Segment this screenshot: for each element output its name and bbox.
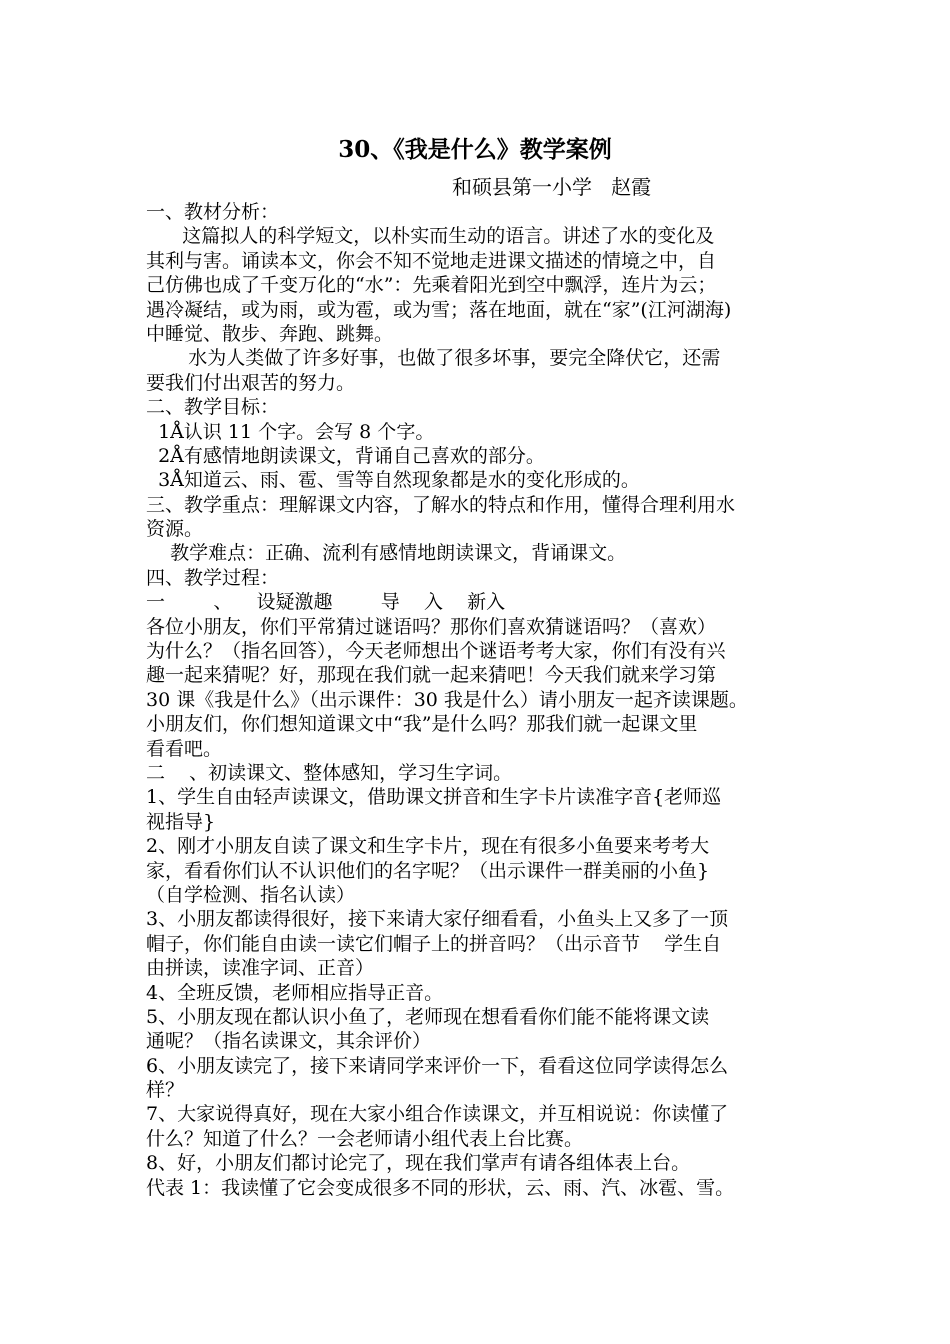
text-line: 各位小朋友，你们平常猜过谜语吗？那你们喜欢猜谜语吗？（喜欢） [146, 615, 717, 638]
text-line: 二 、初读课文、整体感知，学习生字词。 [146, 761, 513, 784]
text-line: 中睡觉、散步、奔跑、跳舞。 [146, 322, 394, 345]
text-line: 其利与害。诵读本文，你会不知不觉地走进课文描述的情境之中，自 [146, 249, 717, 272]
document-body [146, 200, 808, 1200]
text-line: 30 课《我是什么》（出示课件：30 我是什么）请小朋友一起齐读课题。 [146, 688, 748, 711]
text-line: 4、全班反馈，老师相应指导正音。 [146, 981, 444, 1004]
text-line: 二、教学目标： [146, 396, 280, 419]
text-line: 3、小朋友都读得很好，接下来请大家仔细看看，小鱼头上又多了一顶 [146, 908, 729, 931]
text-line: 什么？知道了什么？一会老师请小组代表上台比赛。 [146, 1127, 584, 1150]
text-line: 为什么？（指名回答），今天老师想出个谜语考考大家，你们有没有兴 [146, 640, 726, 663]
text-line: 一 、 设疑激趣 导 入 新入 [146, 591, 506, 614]
text-line: 看看吧。 [146, 737, 223, 760]
text-line: 这篇拟人的科学短文，以朴实而生动的语言。讲述了水的变化及 [146, 225, 715, 248]
text-line: 7、大家说得真好，现在大家小组合作读课文，并互相说说：你读懂了 [146, 1103, 729, 1126]
text-line: 6、小朋友读完了，接下来请同学来评价一下，看看这位同学读得怎么 [146, 1054, 729, 1077]
text-line: 要我们付出艰苦的努力。 [146, 371, 356, 394]
text-line: 帽子，你们能自由读一读它们帽子上的拼音吗？（出示音节 学生自 [146, 932, 722, 955]
text-line: 遇冷凝结，或为雨，或为雹，或为雪；落在地面，就在“家”(江河湖海) [146, 298, 732, 321]
text-line: 1Å认识 11 个字。会写 8 个字。 [146, 420, 435, 443]
text-line: 视指导} [146, 810, 216, 833]
text-line: 5、小朋友现在都认识小鱼了，老师现在想看看你们能不能将课文读 [146, 1005, 710, 1028]
text-line: 三、教学重点：理解课文内容，了解水的特点和作用，懂得合理利用水 [146, 493, 736, 516]
text-line: 资源。 [146, 518, 204, 541]
text-line: 一、教材分析： [146, 201, 280, 223]
text-line: 代表 1：我读懂了它会变成很多不同的形状，云、雨、汽、冰雹、雪。 [146, 1176, 735, 1199]
text-line: 教学难点：正确、流利有感情地朗读课文，背诵课文。 [146, 542, 627, 565]
text-line: 样？ [146, 1079, 185, 1102]
text-line: 己仿佛也成了千变万化的“水”：先乘着阳光到空中飘浮，连片为云； [146, 274, 717, 297]
text-line: （自学检测、指名认读） [146, 883, 356, 906]
text-line: 小朋友们，你们想知道课文中“我”是什么吗？那我们就一起课文里 [146, 713, 698, 736]
text-line: 由拼读，读准字词、正音） [146, 957, 375, 980]
document-title: 30、《我是什么》教学案例 [338, 136, 612, 163]
text-line: 通呢？（指名读课文，其余评价） [146, 1030, 432, 1053]
text-line: 8、好，小朋友们都讨论完了，现在我们掌声有请各组体表上台。 [146, 1152, 691, 1175]
text-line: 家，看看你们认不认识他们的名字呢？（出示课件一群美丽的小鱼} [146, 859, 710, 882]
text-line: 四、教学过程： [146, 566, 280, 589]
text-line: 1、学生自由轻声读课文，借助课文拼音和生字卡片读准字音{老师巡 [146, 786, 722, 809]
text-line: 趣一起来猜呢？好，那现在我们就一起来猜吧！今天我们就来学习第 [146, 664, 717, 687]
document-author: 和硕县第一小学 赵霞 [452, 175, 652, 199]
text-line: 2、刚才小朋友自读了课文和生字卡片，现在有很多小鱼要来考考大 [146, 835, 710, 858]
text-line: 3Å知道云、雨、雹、雪等自然现象都是水的变化形成的。 [146, 469, 640, 492]
text-line: 水为人类做了许多好事，也做了很多坏事，要完全降伏它，还需 [146, 347, 721, 370]
text-line: 2Å有感情地朗读课文，背诵自己喜欢的部分。 [146, 444, 545, 467]
